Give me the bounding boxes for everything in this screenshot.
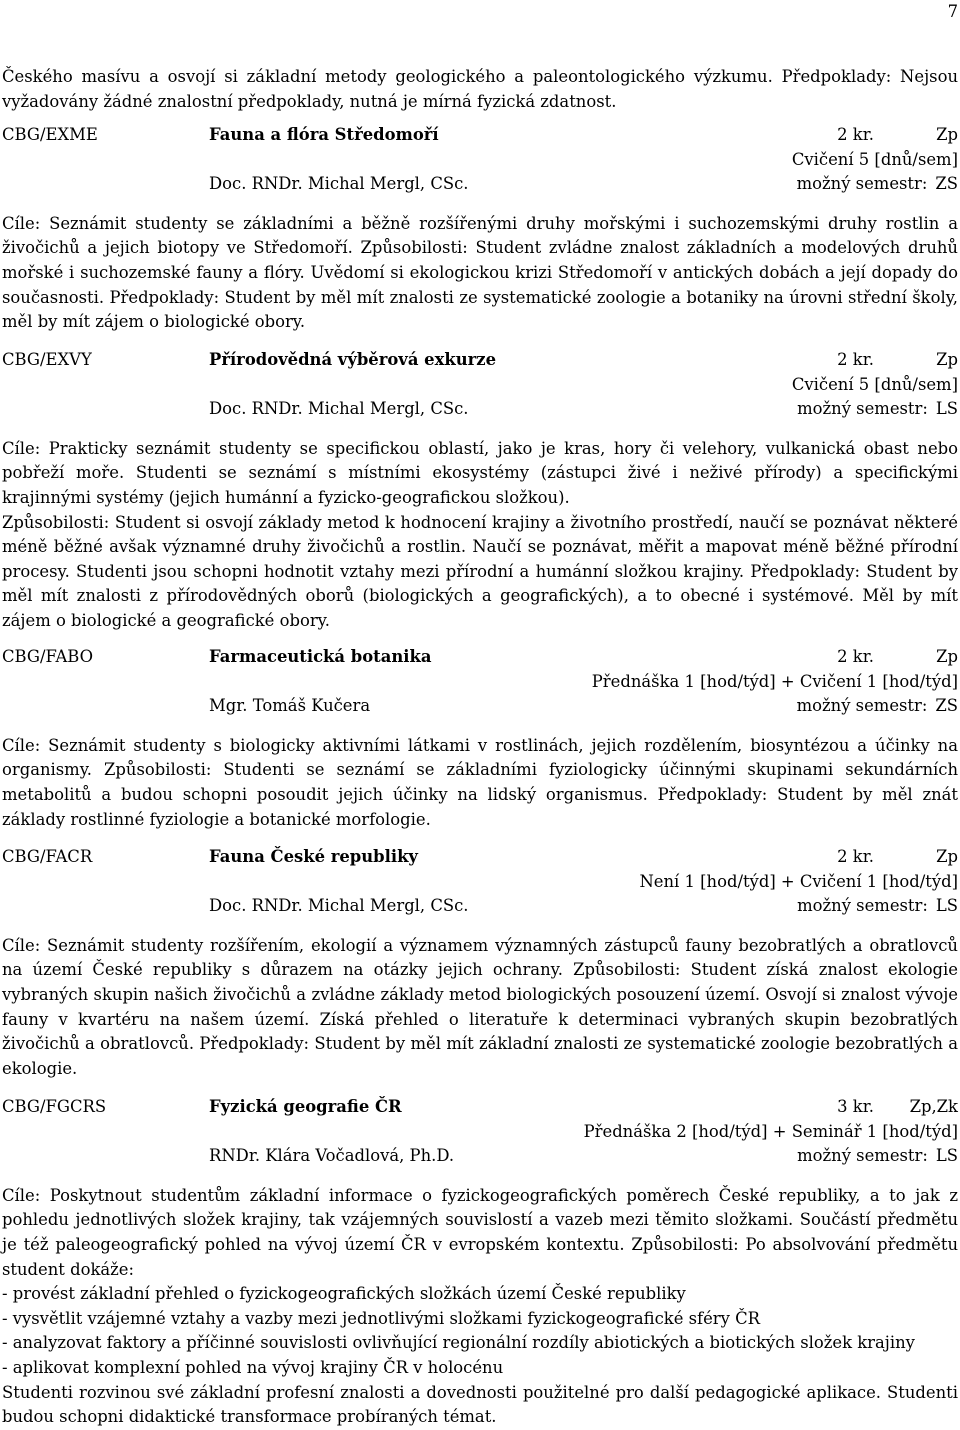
course-credits: 2 kr. (837, 647, 874, 666)
course-teacher: Doc. RNDr. Michal Mergl, CSc. (209, 399, 469, 419)
course-semester (797, 894, 958, 919)
course-credits: 2 kr. (837, 847, 874, 866)
description-text: Cíle: Seznámit studenty s biologicky aktivními látkami v rostlinách, jejich rozdělením, biosyntézou a účinky na organismy. Způsobilosti: Studenti se seznámí se základními fyziologicky účinnými skupinami sekundárních metabolitů a budou schopni posoudit jejich účinky na lidský organismus. Předpoklady: Student by měl znát základy rostlinné fyziologie a botanické morfologie. (2, 735, 958, 829)
course-credits: 2 kr. (837, 125, 874, 144)
semester-value: ZS (935, 696, 958, 716)
course-description (2, 1184, 958, 1430)
course-description (2, 437, 958, 634)
course-completion: Zp (936, 647, 958, 666)
course-entry (2, 845, 958, 1081)
semester-label: možný semestr: (797, 1146, 928, 1166)
semester-label: možný semestr: (796, 696, 928, 716)
intro-paragraph: Českého masívu a osvojí si základní metody geologického a paleontologického výzkumu. Předpoklady: Nejsou vyžadovány žádné znalostní předpoklady, nutná je mírná fyzická zdatnost. (2, 67, 958, 111)
semester-label: možný semestr: (797, 399, 928, 419)
course-semester (797, 694, 958, 719)
course-title: Farmaceutická botanika (209, 647, 432, 666)
course-completion: Zp (936, 125, 958, 144)
page-number: 7 (947, 2, 958, 21)
course-title: Přírodovědná výběrová exkurze (209, 350, 497, 369)
list-item: - analyzovat faktory a příčinné souvislosti ovlivňující regionální rozdíly abiotických a biotických složek krajiny (2, 1333, 915, 1353)
list-item: - aplikovat komplexní pohled na vývoj krajiny ČR v holocénu (2, 1357, 504, 1377)
course-credits: 3 kr. (837, 1097, 874, 1116)
description-text: Cíle: Prakticky seznámit studenty se specifickou oblastí, jako je kras, hory či velehory, vulkanická obast nebo pobřeží moře. Studenti se seznámí s místními ekosystémy (zástupci živé i neživé přírody) a specifickými krajinnými systémy (jejich humánní a fyzicko-geografickou složkou). (2, 438, 958, 507)
course-semester (797, 397, 958, 422)
description-text: Cíle: Poskytnout studentům základní informace o fyzickogeografických poměrech České republiky, a to jak z pohledu jednotlivých složek krajiny, tak vzájemných souvislostí a vazeb mezi těmito složkami. Součástí předmětu je též paleogeografický pohled na vývoj území ČR v evropském kontextu. Způsobilosti: Po absolvování předmětu student dokáže: (2, 1185, 958, 1279)
course-hours: Přednáška 2 [hod/týd] + Seminář 1 [hod/týd] (583, 1121, 958, 1141)
course-hours: Přednáška 1 [hod/týd] + Cvičení 1 [hod/týd] (591, 671, 958, 691)
course-title: Fyzická geografie ČR (209, 1097, 402, 1116)
course-teacher: RNDr. Klára Vočadlová, Ph.D. (209, 1146, 455, 1166)
description-text: Cíle: Seznámit studenty rozšířením, ekologií a významem významných zástupců fauny bezobratlých a obratlovců na území České republiky s důrazem na otázky jejich ochrany. Způsobilosti: Student získá znalost ekologie vybraných skupin našich živočichů a zvládne základy metod biologických posouzení území. Osvojí si znalost vývoje fauny v kvartéru na našem území. Získá přehled o literatuře k determinaci vybraných skupin bezobratlých živočichů a obratlovců. Předpoklady: Student by měl mít základní znalosti ze systematické zoologie bezobratlých a ekologie. (2, 935, 958, 1078)
course-entry (2, 645, 958, 832)
course-code: CBG/EXVY (2, 350, 92, 369)
course-code: CBG/EXME (2, 125, 98, 144)
course-code: CBG/FABO (2, 647, 94, 666)
closing-text: Studenti rozvinou své základní profesní znalosti a dovednosti použitelné pro další pedagogické aplikace. Studenti budou schopni didaktické transformace probíraných témat. (2, 1382, 958, 1427)
course-teacher: Mgr. Tomáš Kučera (209, 696, 371, 716)
course-teacher: Doc. RNDr. Michal Mergl, CSc. (209, 896, 469, 916)
semester-value: LS (935, 896, 958, 916)
description-text: Cíle: Seznámit studenty se základními a běžně rozšířenými druhy mořskými i suchozemskými druhy rostlin a živočichů a jejich biotopy ve Středomoří. Způsobilosti: Student zvládne znalost základních a modelových druhů mořské i suchozemské fauny a flóry. Uvědomí si ekologickou krizi Středomoří v antických dobách a její dopady do současnosti. Předpoklady: Student by měl mít znalosti ze systematické zoologie a botaniky na úrovni střední školy, měl by mít zájem o biologické obory. (2, 213, 958, 332)
course-description (2, 734, 958, 832)
description-text: Způsobilosti: Student si osvojí základy metod k hodnocení krajiny a životního prostředí, naučí se poznávat některé méně běžné avšak významné druhy živočichů a rostlin. Naučí se poznávat, měřit a mapovat méně běžné přírodní procesy. Studenti jsou schopni hodnotit vztahy mezi přírodní a humánní složkou krajiny. Předpoklady: Student by měl mít znalosti z přírodovědných oborů (biologických a geografických), a to obecné i systémové. Měl by mít zájem o biologické a geografické obory. (2, 512, 958, 630)
course-completion: Zp (936, 350, 958, 369)
list-item: - provést základní přehled o fyzickogeografických složkách území České republiky (2, 1284, 686, 1304)
course-description (2, 212, 958, 335)
course-teacher: Doc. RNDr. Michal Mergl, CSc. (209, 174, 469, 194)
course-semester (797, 1144, 958, 1169)
course-title: Fauna České republiky (209, 847, 418, 866)
course-entry (2, 348, 958, 634)
course-entry (2, 1095, 958, 1430)
course-semester (797, 172, 958, 197)
course-entry (2, 123, 958, 335)
course-completion: Zp,Zk (909, 1097, 958, 1116)
course-description (2, 934, 958, 1082)
course-credits: 2 kr. (837, 350, 874, 369)
course-code: CBG/FGCRS (2, 1097, 107, 1116)
semester-value: LS (935, 1146, 958, 1166)
course-hours: Není 1 [hod/týd] + Cvičení 1 [hod/týd] (639, 871, 958, 891)
semester-label: možný semestr: (796, 174, 928, 194)
semester-value: ZS (935, 174, 958, 194)
semester-value: LS (935, 399, 958, 419)
course-title: Fauna a flóra Středomoří (209, 125, 439, 144)
course-code: CBG/FACR (2, 847, 93, 866)
course-hours: Cvičení 5 [dnů/sem] (791, 374, 958, 394)
course-completion: Zp (936, 847, 958, 866)
course-hours: Cvičení 5 [dnů/sem] (791, 149, 958, 169)
list-item: - vysvětlit vzájemné vztahy a vazby mezi jednotlivými složkami fyzickogeografické sféry ČR (2, 1308, 760, 1328)
semester-label: možný semestr: (797, 896, 928, 916)
